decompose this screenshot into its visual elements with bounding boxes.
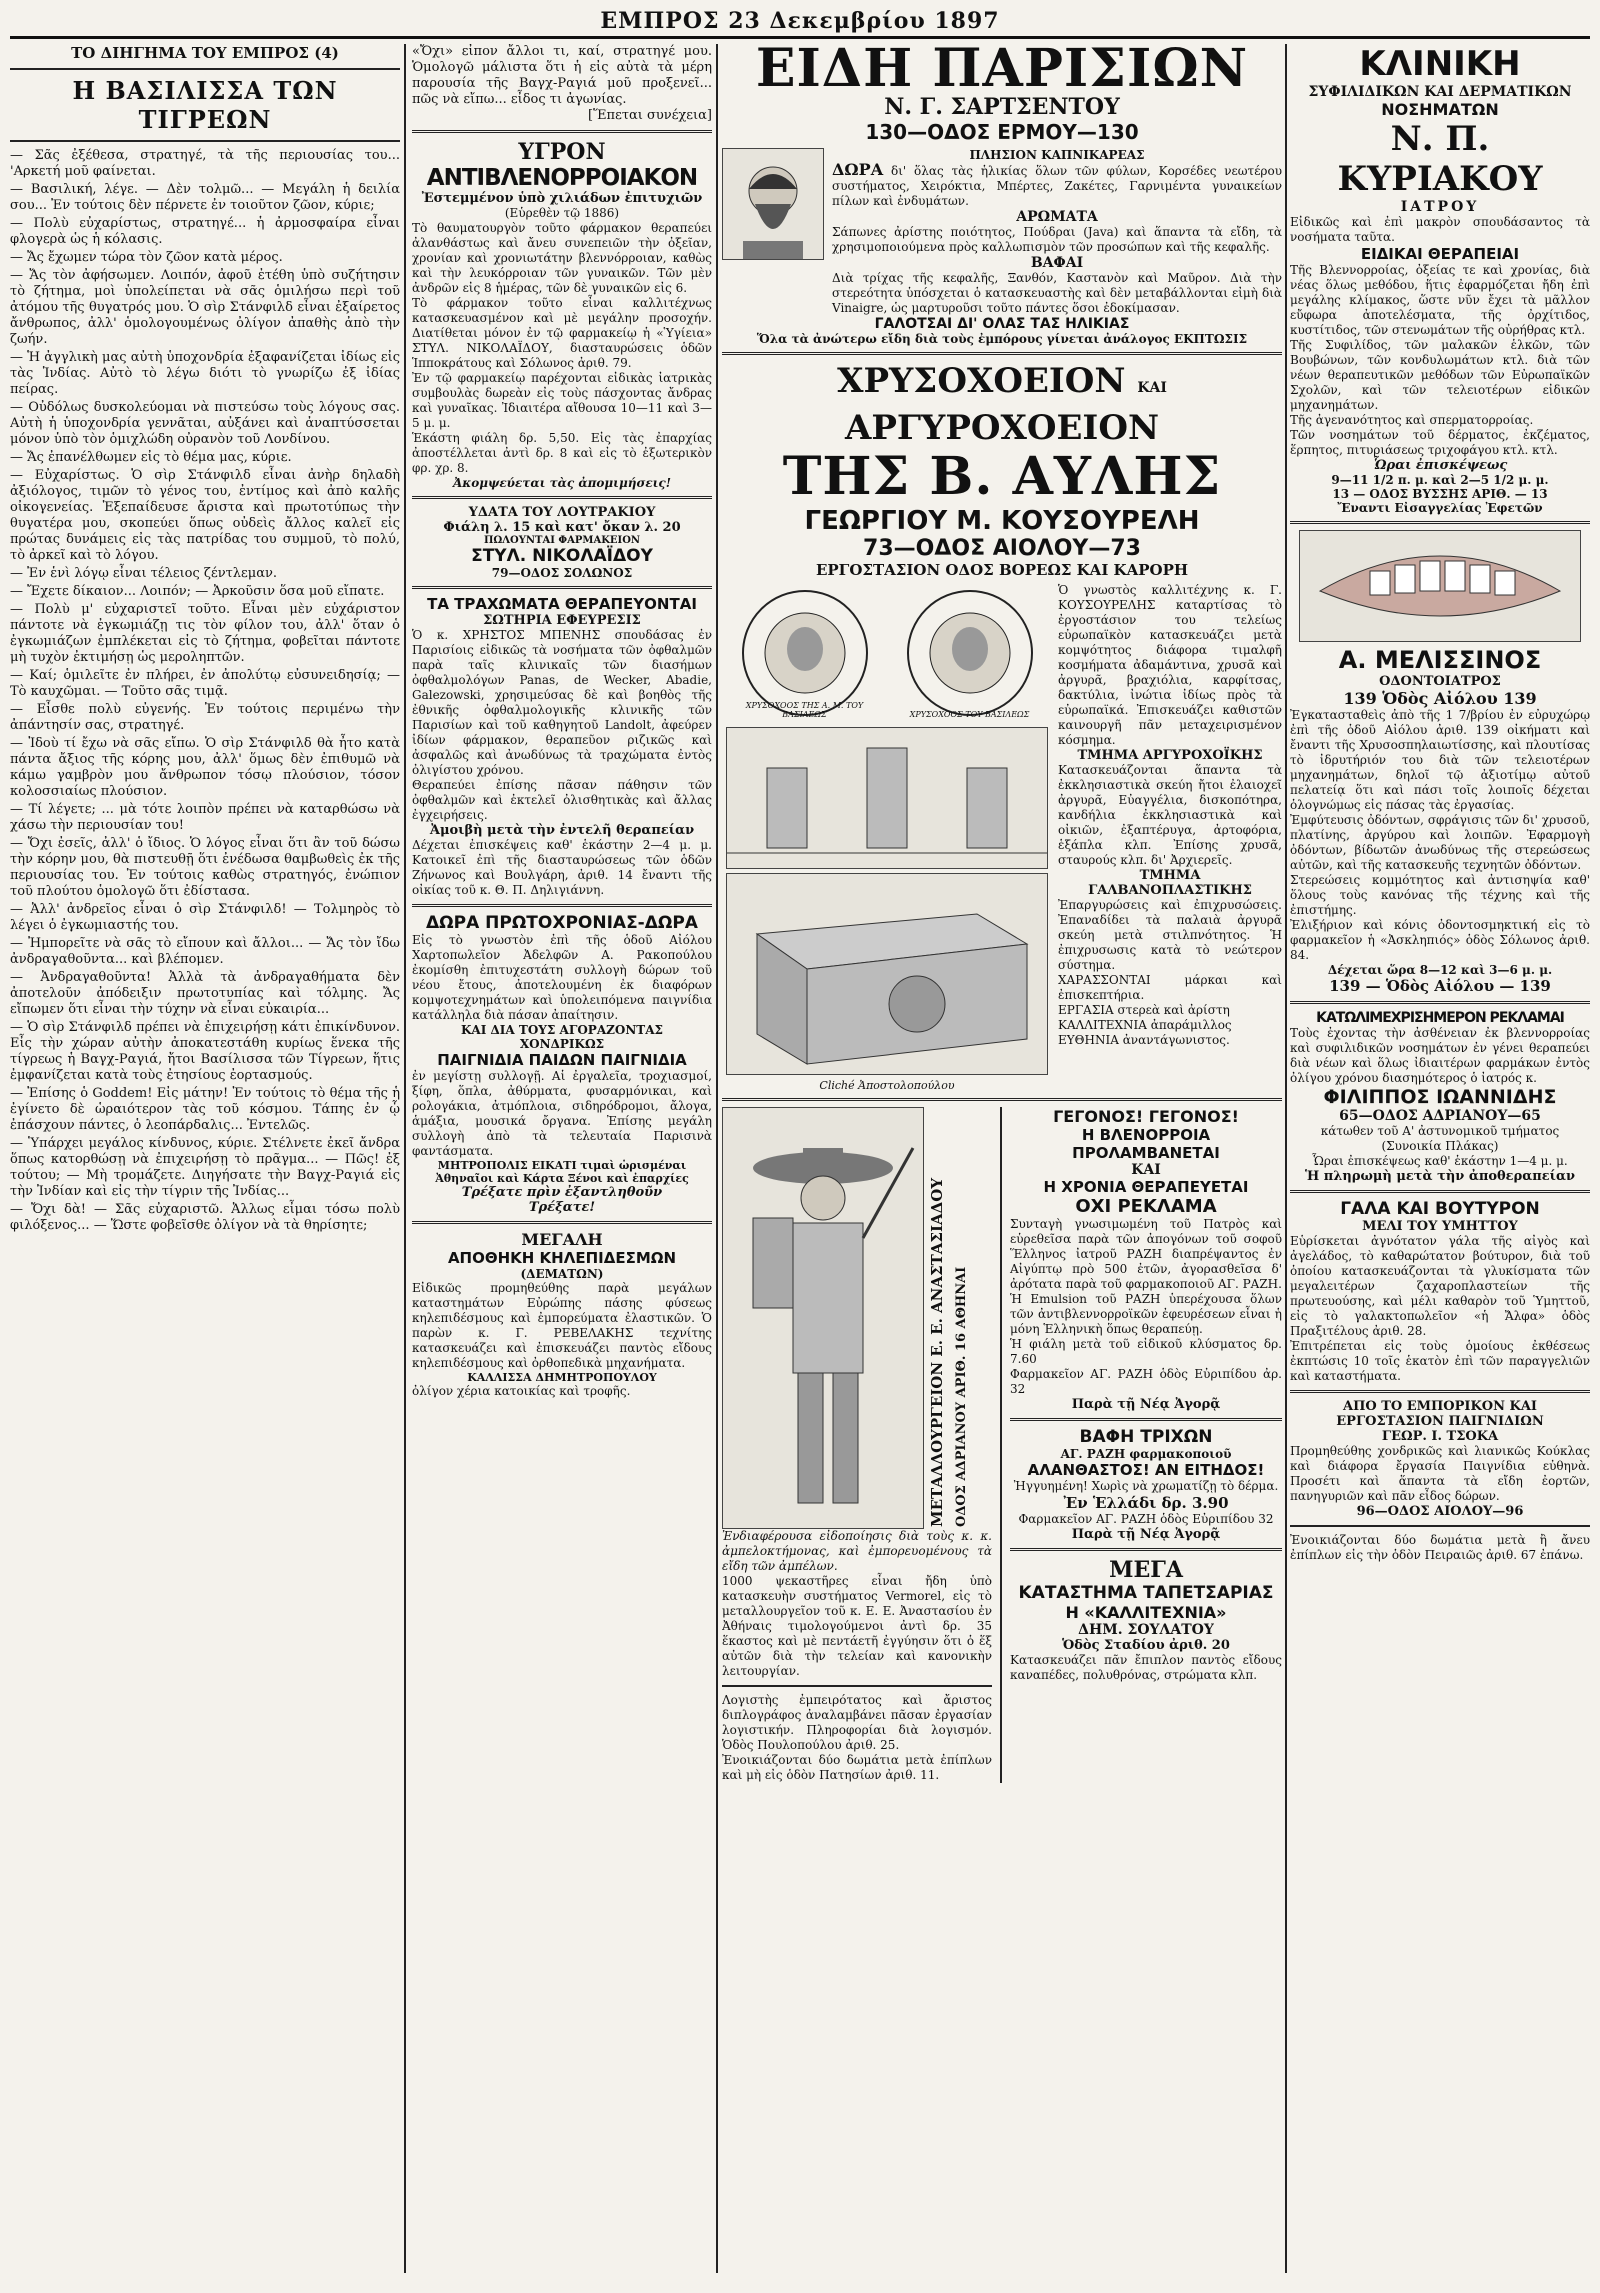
divider <box>1290 1525 1590 1527</box>
ad-note: ΠΩΛΟΥΝΤΑΙ ΦΑΡΜΑΚΕΙΟΝ <box>483 535 641 546</box>
ad-milk-butter <box>1290 1199 1590 1384</box>
ad-footer: Ἀκομψεύεται τὰς ἀπομιμήσεις! <box>452 476 672 490</box>
masthead-rule <box>10 36 1590 39</box>
ad-toy-factory <box>1290 1399 1590 1563</box>
column-classifieds-center <box>722 44 1282 2273</box>
ad-name: ΦΙΛΙΠΠΟΣ ΙΩΑΝΝΙΔΗΣ <box>1323 1086 1557 1108</box>
ad-ioannidis <box>1290 1010 1590 1184</box>
divider <box>10 68 400 70</box>
ad-body: Ὁ γνωστὸς καλλιτέχνης κ. Γ. ΚΟΥΣΟΥΡΕΛΗΣ καταρτίσας τὸ ἐργοστάσιον του τελείως εὐρωπαϊκὸν κατασκευάζει μετὰ κομψότητος διάφορα τιμαλφῆ κοσμήματα ἀδαμάντινα, χρυσᾶ καὶ ἀργυρᾶ, βραχιόλια, καρφίτσας, δακτύλια, ἰνώτια ἰδίως πρὸς τὰ εὐρωπαϊκά. Ἐπισκευάζει καθιστῶν καινουργῆ πᾶν μεταχειρισμένον κόσμημα. <box>1058 583 1282 747</box>
divider <box>412 1221 712 1224</box>
ad-footer: ΚΑΛΛΙΣΣΑ ΔΗΜΗΤΡΟΠΟΥΛΟΥ <box>467 1371 657 1384</box>
ad-role: ΟΔΟΝΤΟΙΑΤΡΟΣ <box>1379 674 1501 689</box>
ad-body: Τῶν νοσημάτων τοῦ δέρματος, ἐκζέματος, ἕρπητος, πιτυριάσεως τριχοφάγου κτλ. κτλ. <box>1290 428 1590 457</box>
story-paragraph: — Ἄς ἐπανέλθωμεν εἰς τὸ θέμα μας, κύριε. <box>10 450 292 465</box>
ad-heading: ΤΗΣ Β. ΑΥΛΗΣ <box>782 446 1222 507</box>
ad-bold: Ἡ πληρωμὴ μετὰ τὴν ἀποθεραπείαν <box>1305 1169 1575 1184</box>
continued-note: [Ἕπεται συνέχεια] <box>588 108 712 123</box>
ad-heading: ΤΑ ΤΡΑΧΩΜΑΤΑ ΘΕΡΑΠΕΥΟΝΤΑΙ <box>427 595 697 613</box>
seal-text: ΧΡΥΣΟΧΟΟΣ ΤΗΣ Α. Μ. ΤΟΥ ΒΑΣΙΛΕΩΣ <box>745 701 864 719</box>
ad-subheading: ΧΟΝΔΡΙΚΩΣ <box>519 1037 605 1051</box>
ad-goldsmith <box>722 361 1282 1092</box>
ad-subheading: ΚΑΙ ΔΙΑ ΤΟΥΣ ΑΓΟΡΑΖΟΝΤΑΣ <box>460 1023 664 1037</box>
silver-vessels-illustration <box>726 727 1048 869</box>
ad-address: Φαρμακεῖον ΑΓ. ΡΑΖΗ ὁδὸς Εὐριπίδου ἀρ. 32 <box>1010 1367 1282 1396</box>
ad-name: ΓΕΩΡ. Ι. ΤΣΟΚΑ <box>1381 1429 1499 1444</box>
ad-conjunction: ΚΑΙ <box>1137 380 1167 396</box>
ad-trachoma <box>412 595 712 898</box>
story-paragraph: — Πολὺ εὐχαρίστως, στρατηγέ... ἡ ἀρμοσφαίρα εἶναι φλογερὰ ὡς ἡ κόλασις. <box>10 216 400 247</box>
ad-address: Ἔναντι Εἰσαγγελίας Ἐφετῶν <box>1337 501 1543 515</box>
ad-heading: ΜΕΤΑΛΛΟΥΡΓΕΙΟΝ Ε. Ε. ΑΝΑΣΤΑΣΙΑΔΟΥ <box>928 1177 946 1527</box>
ad-footer: ΕΡΓΑΣΙΑ στερεὰ καὶ ἀρίστη <box>1058 1003 1230 1017</box>
ad-footer: Δέχεται ἐπισκέψεις καθ' ἑκάστην 2—4 μ. μ. Κατοικεῖ ἐπὶ τῆς διασταυρώσεως τῶν ὁδῶν Ζήνωνος καὶ Βουλγάρη, ἀριθ. 14 ἔναντι τῆς οἰκίας τοῦ κ. Θ. Π. Δηλιγιάννη. <box>412 838 712 897</box>
ad-body: Ὁ κ. ΧΡΗΣΤΟΣ ΜΠΕΝΗΣ σπουδάσας ἐν Παρισίοις εἰδικῶς τὰ νοσήματα τῶν ὀφθαλμῶν παρὰ ταῖς κλινικαῖς τῶν διασήμων ὀφθαλμολόγων Panas, de Wecker, Abadie, Galezowski, χρησιμεύσας δὲ καὶ βοηθὸς τῆς ἐθνικῆς ὀφθαλμολογικῆς κλινικῆς τῶν Παρισίων καὶ τοῦ καθηγητοῦ Landolt, ἀφεύρεν ἰδίων φάρμακον, θεραπεῦον ριζικῶς καὶ ἀσφαλῶς καὶ ἀνωδύνως τὰ τραχώματα ἐντὸς ὀλιγίστου χρόνου. <box>412 628 712 777</box>
serial-title: Η ΒΑΣΙΛΙΣΣΑ ΤΩΝ ΤΙΓΡΕΩΝ <box>72 76 338 134</box>
ad-body: Ἐγκατασταθεὶς ἀπὸ τῆς 1 7/βρίου ἐν εὐρυχώρῳ ἐπὶ τῆς ὁδοῦ Αἰόλου ἀριθ. 139 οἰκήματι καὶ ἔναντι τῆς Χρυσοσπηλαιωτίσσης, καὶ πλουτίσας τὸ ἰδρυτήριόν του διὰ τῶν τελειοτέρων μηχανημάτων, δηλοῖ τῷ ἀξιοτίμῳ αὐτοῦ πελατείᾳ ὅτι καὶ πάσι τοῖς λοιποῖς δέχεται ὁλογνώμως εἰς πάσας τὰς ἐργασίας. <box>1290 708 1590 812</box>
ad-heading: Η ΒΛΕΝΟΡΡΟΙΑ ΠΡΟΛΑΜΒΑΝΕΤΑΙ <box>1072 1126 1220 1162</box>
story-paragraph: — Ὑπάρχει μεγάλος κίνδυνος, κύριε. Στέλνετε ἐκεῖ ἄνδρα ὅπως κατορθώσῃ νὰ ἐπιχειρήσῃ τὸ πρᾶγμα... — Πῶς! ἐξ τούτου; — Μὴ τρομάζετε. Διηγήσατε τὴν Βαγχ-Ραγιά εἰς τὴν Ἰνδίαν καὶ εἰς τὴν τίγριν τῆς Ἰνδίας... <box>10 1136 400 1199</box>
story-paragraph: — Ἰδοὺ τί ἔχω νὰ σᾶς εἴπω. Ὁ σὶρ Στάνφιλδ θὰ ἦτο κατὰ πάντα ἄξιος τῆς κόρης μου, ἀλλ' ὅμως δὲν ἐπιθυμῶ νὰ κάμω γαμβρὸν μου ἄνθρωπον τόσῳ πλούσιον, τόσον κολοσσιαίως πλούσιον. <box>10 736 400 799</box>
ad-heading: ΥΔΑΤΑ ΤΟΥ ΛΟΥΤΡΑΚΙΟΥ <box>468 505 656 520</box>
ad-heading: ΑΠΟΘΗΚΗ ΚΗΛΕΠΙΔΕΣΜΩΝ <box>447 1249 677 1267</box>
ad-bold: ΔΩΡΑ <box>832 160 884 179</box>
story-paragraph: — Ἀνδραγαθοῦντα! Ἀλλὰ τὰ ἀνδραγαθήματα δὲν ἀποτελοῦν ἀπόδειξιν πρωτοτυπίας καὶ τόλμης. Ἄς εἴπωμεν ὅτι εἶναι τὴν τύχην νὰ εἶναι εὐκαιρία... <box>10 970 400 1017</box>
ad-body: Διὰ τρίχας τῆς κεφαλῆς, Ξανθόν, Καστανὸν καὶ Μαῦρον. Διὰ τὴν στερεότητα ὑπόσχεται ὁ κατασκευαστὴς καὶ δὲν μεταβάλλονται εἰμὴ διὰ Vinaigre, ὡς μαρτυροῦσι τοῦτο πάντες ὅσοι ἐδοκίμασαν. <box>832 271 1282 315</box>
ad-heading: ΑΠΟ ΤΟ ΕΜΠΟΡΙΚΟΝ ΚΑΙ ΕΡΓΟΣΤΑΣΙΟΝ ΠΑΙΓΝΙΔΙΩΝ <box>1336 1399 1544 1429</box>
ad-conjunction: ΚΑΙ <box>1131 1162 1161 1178</box>
reliquary-box-icon <box>727 874 1047 1074</box>
ad-body: Ἡ Emulsion τοῦ ΡΑΖΗ ὑπερέχουσα ὅλων τῶν ἀντιβλεννορροϊκῶν ἐφευρέσεων εἶναι ἡ μόνη Ἑλληνικὴ ὅπως θεραπεύῃ. <box>1010 1292 1282 1336</box>
ad-body: Εἰδικῶς καὶ ἐπὶ μακρὸν σπουδάσαντος τὰ νοσήματα ταῦτα. <box>1290 215 1590 244</box>
ad-body: Εἰς τὸ γνωστὸν ἐπὶ τῆς ὁδοῦ Αἰόλου Χαρτοπωλεῖον Ἀδελφῶν Α. Ρακοπούλου ἐκομίσθη ἐπιτυχεστάτη συλλογὴ δώρων τοῦ νέου ἔτους, ἀποτελουμένη ἐκ διαφόρων κομψοτεχνημάτων καὶ ὑπολειπόμενα παιγνίδια κατάλληλα διὰ πάσαν ἀπαίτησιν. <box>412 933 712 1022</box>
ad-heading: ΑΛΑΝΘΑΣΤΟΣ! ΑΝ ΕΙΤΗΔΟΣ! <box>1027 1461 1265 1479</box>
ad-subheading: ΠΑΙΓΝΙΔΙΑ ΠΑΙΔΩΝ ΠΑΙΓΝΙΔΙΑ <box>437 1051 687 1069</box>
ad-new-year-gifts <box>412 913 712 1215</box>
ad-address: 139 — Ὁδὸς Αἰόλου — 139 <box>1329 977 1551 995</box>
story-paragraph: — Ἠμπορεῖτε νὰ σᾶς τὸ εἴπουν καὶ ἄλλοι... — Ἄς τὸν ἴδω ἀνδραγαθοῦντα... καὶ βλέπομεν. <box>10 936 400 967</box>
story-paragraph: — Ἀλλ' ἀνδρεῖος εἶναι ὁ σὶρ Στάνφιλδ! — Τολμηρὸς τὸ λέγει ὁ ἐγκωμιαστής του. <box>10 902 400 933</box>
ad-heading: ΟΧΙ ΡΕΚΛΑΜΑ <box>1075 1196 1217 1217</box>
divider <box>1290 1390 1590 1393</box>
ad-bold: ΧΑΡΑΣΣΟΝΤΑΙ μάρκαι καὶ ἐπισκεπτήρια. <box>1058 973 1282 1002</box>
ad-body: Σάπωνες ἀρίστης ποιότητος, Πούδραι (Java) καὶ ἅπαντα τὰ εἴδη, τὰ χρησιμοποιούμενα πρὸς καλλωπισμὸν τῶν προσώπων καὶ τῆς κεφαλῆς. <box>832 225 1282 254</box>
divider <box>722 1685 992 1687</box>
seal-text: ΧΡΥΣΟΧΟΟΣ ΤΟΥ ΒΑΣΙΛΕΩΣ <box>909 710 1030 719</box>
masthead-text: ΕΜΠΡΟΣ 23 Δεκεμβρίου 1897 <box>600 8 1000 34</box>
story-paragraph: — Καί; ὁμιλεῖτε ἐν πλήρει, ἐν ἀπολύτῳ εὐσυνειδησίᾳ; — Τὸ καυχῶμαι. — Τοῦτο σᾶς τιμᾷ. <box>10 668 400 699</box>
ad-antiblennorrhea <box>412 139 712 490</box>
divider <box>1010 1418 1282 1421</box>
ad-metalworks <box>722 1107 992 1783</box>
ad-hours: Ὧραι ἐπισκέψεως καθ' ἑκάστην 1—4 μ. μ. <box>1312 1154 1568 1168</box>
divider <box>412 130 712 133</box>
ad-heading: ΕΙΔΗ ΠΑΡΙΣΙΩΝ <box>755 44 1249 99</box>
ad-section: ΤΜΗΜΑ ΑΡΓΥΡΟΧΟΪΚΗΣ <box>1077 748 1263 763</box>
ad-body: Τῆς Συφιλίδος, τῶν μαλακῶν ἑλκῶν, τῶν Βουβώνων, τῶν κονδυλωμάτων κτλ. διὰ τῶν νέων θεραπευτικῶν μεθόδων τῶν Εὐρωπαϊκῶν Σχολῶν, καὶ τῶν τελειοτέρων εἰδικῶν μηχανημάτων. <box>1290 338 1590 412</box>
ad-body: Τοὺς ἐχοντας τὴν ἀσθένειαν ἐκ βλεννορροίας καὶ συφιλιδικῶν νοσημάτων ἐν γένει θεραπεύει διὰ νέων καὶ ὅλως ἰδιαιτέρων φαρμάκων ἐντὸς ὀλίγου χρόνου διασημότερος ὁ ἰατρός κ. <box>1290 1026 1590 1085</box>
ad-hours-heading: Ὧραι ἐπισκέψεως <box>1372 458 1508 473</box>
ad-bold: Ἀμοιβὴ μετὰ τὴν ἐντελῆ θεραπείαν <box>429 823 695 838</box>
ad-heading: ΚΛΙΝΙΚΗ <box>1359 44 1521 84</box>
ad-body: Ἐπαργυρώσεις καὶ ἐπιχρυσώσεις. Ἐπαναδίδει τὰ παλαιὰ ἀργυρᾶ σκεύη μετὰ στιλπνότητος. Ἡ ἐπιχρυσωσις κατὰ τὸ νεώτερον σύστημα. <box>1058 898 1282 972</box>
ad-cta: Τρέξατε πρὶν ἐξαντληθοῦν <box>461 1185 663 1200</box>
ad-truss-store <box>412 1230 712 1399</box>
ad-year: (Εὑρεθὲν τῷ 1886) <box>504 206 620 220</box>
ad-subheading: ΒΑΦΑΙ <box>1030 255 1084 271</box>
ad-footer: Ὅλα τὰ ἀνώτερω εἴδη διὰ τοὺς ἐμπόρους γίνεται ἀνάλογος ΕΚΠΤΩΣΙΣ <box>756 332 1248 346</box>
ad-body: Ἐλιξήριον καὶ κόνις ὀδοντοσμηκτική εἰς τὸ φαρμακεῖον ἡ «Ἀσκληπιός» ὁδὸς Σόλωνος ἀριθ. 84. <box>1290 918 1590 962</box>
bearded-man-portrait <box>723 149 823 259</box>
divider <box>722 1098 1282 1101</box>
ad-heading: ΜΕΓΑΛΗ <box>521 1230 603 1249</box>
ad-footer: Ἐπιτρέπεται εἰς τοὺς ὁμοίους ἐκθέσεως ἐκπτώσις 10 τοῖς ἑκατὸν ἐπὶ τῶν παραγγελιῶν καὶ καταστήματα. <box>1290 1339 1590 1383</box>
ad-section: ΕΙΔΙΚΑΙ ΘΕΡΑΠΕΙΑΙ <box>1360 245 1520 263</box>
ad-bold: ΜΗΤΡΟΠΟΛΙΣ ΕΙΚΑΤΙ τιμαὶ ὡρισμέναι <box>437 1159 687 1172</box>
ad-subheading: ΣΩΤΗΡΙΑ ΕΦΕΥΡΕΣΙΣ <box>483 613 641 628</box>
ad-razi-pharmacy <box>1010 1107 1282 1783</box>
ad-heading: ΣΥΦΙΛΙΔΙΚΩΝ ΚΑΙ ΔΕΡΜΑΤΙΚΩΝ <box>1308 84 1572 100</box>
story-paragraph: — Ἡ ἀγγλικὴ μας αὐτὴ ὑποχονδρία ἐξαφανίζεται ἰδίως εἰς τὰς Ἰνδίας. Αὐτὸ τὸ λέγω διότι τὸ γνωρίζω ἐξ ἰδίας πείρας. <box>10 350 400 397</box>
ad-heading: ΚΑΤΑΣΤΗΜΑ ΤΑΠΕΤΣΑΡΙΑΣ <box>1018 1583 1274 1603</box>
ad-body: Προμηθεύθης χονδρικῶς καὶ λιανικῶς Κούκλας καὶ διάφορα ἔργασία Παιγνίδια εὐθηνὰ. Προσέτι καὶ ἅπαντα τὰ εἴδη ἐορτῶν, πανηγυριῶν καὶ πᾶν εἶδος δώρων. <box>1290 1444 1590 1503</box>
column-classifieds-right <box>1290 44 1590 2273</box>
ad-address: 13 — ΟΔΟΣ ΒΥΣΣΗΣ ΑΡΙΘ. — 13 <box>1332 487 1548 501</box>
story-paragraph: — Ἐν ἑνὶ λόγῳ εἶναι τέλειος ζέντλεμαν. <box>10 566 278 581</box>
ad-paris-goods <box>722 44 1282 346</box>
divider <box>412 904 712 907</box>
vineyard-sprayer-illustration <box>722 1107 924 1529</box>
story-paragraph: — Ὁ σὶρ Στάνφιλδ πρέπει νὰ ἐπιχειρήσῃ κάτι ἐπικίνδυνον. Εἶς τὴν χώραν αὐτὴν ἀποκατεστάθη κυρίως ἕνεκα τῆς τίγρεως ἡ Βαγχ-Ραγιά, ἤτοι Βασίλισσα τῶν Τίγρεων, ἥτις ἐμφανίζεται κατὰ τοὺς ἐτησίους ἐορτασμούς. <box>10 1020 400 1083</box>
ad-address: Φαρμακεῖον ΑΓ. ΡΑΖΗ ὁδὸς Εὐριπίδου 32 <box>1018 1512 1274 1526</box>
dentures-illustration <box>1299 530 1581 642</box>
ad-section: ΤΜΗΜΑ ΓΑΛΒΑΝΟΠΛΑΣΤΙΚΗΣ <box>1088 868 1252 898</box>
ad-body: 1000 ψεκαστῆρες εἶναι ἤδη ὑπὸ κατασκευὴν συστήματος Vermorel, εἰς τὸ μεταλλουργεῖον τοῦ κ. Ε. Ε. Ἀναστασίου ἐν Ἀθήναις τιμολογούμενοι ἀντὶ δρ. 35 ἕκαστος καὶ μὲ πεντάετῆ ἐγγύησιν ὅτι ὁ ἕξ αὐτῶν διὰ τὴν τελείαν καὶ κανονικὴν λειτουργίαν. <box>722 1574 992 1678</box>
ad-body: Στερεώσεις κομμότητος καὶ ἀντισηψία καθ' ὅλους τοὺς κανόνας τῆς τέχνης καὶ τῆς ἐπιστήμης. <box>1290 873 1590 917</box>
man-with-sprayer-icon <box>723 1108 923 1528</box>
story-paragraph: — Ἐπίσης ὁ Goddem! Εἰς μάτην! Ἐν τούτοις τὸ θέμα τῆς ἡ ἐγίνετο δὲ ὡραιότερον τὰς τοῦ κόσμου. Τάπης ἐν ᾧ ἐπάσχουν πάντες, ὁ λεοπάρδαλις... Ἐντελῶς. <box>10 1086 400 1133</box>
ad-body: Ἐνδιαφέρουσα εἰδοποίησις διὰ τοὺς κ. κ. ἀμπελοκτήμονας, καὶ ἐμπορευομένους τὰ εἴδη τῶν ἀμπέλων. <box>722 1529 992 1573</box>
ad-factory: ΕΡΓΟΣΤΑΣΙΟΝ ΟΔΟΣ ΒΟΡΕΩΣ ΚΑΙ ΚΑΡΟΡΗ <box>815 561 1189 579</box>
ad-body: Θεραπεύει ἐπίσης πᾶσαν πάθησιν τῶν ὀφθαλμῶν καὶ ἐκτελεῖ ὀλισθητικὰς καὶ ἄλλας ἐγχειρήσεις. <box>412 778 712 822</box>
ad-location: ΠΛΗΣΙΟΝ ΚΑΠΝΙΚΑΡΕΑΣ <box>969 148 1145 162</box>
ad-kyriakou-clinic <box>1290 44 1590 515</box>
ad-address: κάτωθεν τοῦ Α' ἀστυνομικοῦ τμήματος (Συνοικία Πλάκας) <box>1320 1124 1560 1153</box>
story-paragraph: — Ὄχι δὰ! — Σᾶς εὐχαριστῶ. Ἀλλως εἶμαι τόσω πολὺ φιλόξενος... — Ὥστε φοβεῖσθε ὀλίγον νὰ τὰ θηρίσητε; <box>10 1202 400 1233</box>
ad-dentist <box>1290 530 1590 995</box>
divider <box>1290 521 1590 524</box>
ad-body: Εἰδικῶς προμηθεύθης παρὰ μεγάλων καταστημάτων Εὐρώπης πάσης φύσεως κηλεπιδέσμους καὶ ἐμπορεύματα ἐλαστικῶν. Ὁ παρὼν κ. Γ. ΡΕΒΕΛΑΚΗΣ τεχνίτης κατασκευάζει καὶ ἐπισκευάζει παντὸς εἴδους κηλεπιδέσμους καὶ ὀρθοπεδικὰ μηχανήματα. <box>412 1281 712 1370</box>
ad-heading: ΜΕΓΑ <box>1109 1557 1183 1583</box>
vertical-caption <box>924 1107 984 1527</box>
ad-heading: ΒΑΦΗ ΤΡΙΧΩΝ <box>1079 1427 1213 1447</box>
ad-price: Ἡ φιάλη μετὰ τοῦ εἰδικοῦ κλύσματος δρ. 7.60 <box>1010 1337 1282 1366</box>
ad-body: Τὸ θαυματουργὸν τοῦτο φάρμακον θεραπεύει ἀλανθάστως καὶ ἄνευ συνεπειῶν τὴν ὀξεῖαν, χρονίαν καὶ χρονιωτάτην βλεννόρροιαν, καθὼς καὶ τὴν λευκόρροιαν τῶν γυναικῶν. Τῶν μὲν ἀνδρῶν εἰς 8 ἡμέρας, τῶν δὲ γυναικῶν εἰς 6. <box>412 221 712 295</box>
ad-subheading: ΑΡΩΜΑΤΑ <box>1016 209 1098 225</box>
ad-body: Ἐμφύτευσις ὀδόντων, σφράγισις τῶν δι' χρυσοῦ, πλατίνης, ἀργύρου καὶ λοιπῶν. Ἐφαρμογὴ ὀδόντων, βίδωτῶν ἀνωδύνως τῆς στερεώσεως αὐτῶν, καὶ τῆς κατασκευῆς τεχνητῶν ὀδόντων. <box>1290 813 1590 872</box>
ad-name: ΣΤΥΛ. ΝΙΚΟΛΑΪΔΟΥ <box>471 546 653 566</box>
column-rule <box>1285 44 1287 2273</box>
ad-body: Εὑρίσκεται ἀγνότατον γάλα τῆς αἰγὸς καὶ ἀγελάδος, τὸ καθαρώτατον βούτυρον, διὰ τοῦ ὁποίου κατασκευάζονται τὰ γλυκίσματα τῶν μεγαλειτέρων ζαχαροπλαστείων τῆς πρωτευούσης, καὶ μέλι καθαρὸν τοῦ Ὑμηττοῦ, εἰς τὸ γαλακτοπωλεῖον «ἡ Ἄλφα» ὁδὸς Πραξιτέλους ἀριθ. 28. <box>1290 1234 1590 1338</box>
story-paragraph: — Τί λέγετε; ... μὰ τότε λοιπὸν πρέπει νὰ καταρθώσω νὰ χάσω τὴν περιουσίαν του! <box>10 802 400 833</box>
ad-rental: Ἐνοικιάζονται δύο δωμάτια μετὰ ἢ ἄνευ ἐπίπλων εἰς τὴν ὁδὸν Πειραιῶς ἀριθ. 67 ἐπάνω. <box>1290 1533 1590 1562</box>
ad-address: Ὁδὸς Σταδίου ἀριθ. 20 <box>1062 1638 1230 1653</box>
story-paragraph: — Ὄχι ἐσεῖς, ἀλλ' ὁ ἴδιος. Ὁ λόγος εἶναι ὅτι ἂν τοῦ δώσω τὴν κόρην μου, θὰ πιστευθῇ ὅτι ἐνέδωσα θαμβωθεὶς ἐκ τῆς περιουσίας του. Ἐν τούτοις καθὼς στρατηγός, ἐνώπιον τοῦ πλούτου ὁμολογῶ ὅτι ἐδίστασα. <box>10 836 400 899</box>
ad-name: ΓΕΩΡΓΙΟΥ Μ. ΚΟΥΣΟΥΡΕΛΗ <box>804 506 1200 536</box>
ad-accountant: Λογιστὴς ἐμπειρότατος καὶ ἄριστος διπλογράφος ἀναλαμβάνει πᾶσαν ἐργασίαν λογιστικήν. Πληροφορίαι διὰ λογισμόν. Ὁδὸς Πουλοπούλου ἀριθ. 25. <box>722 1693 992 1752</box>
serial-section-label: ΤΟ ΔΙΗΓΗΜΑ ΤΟΥ ΕΜΠΡΟΣ (4) <box>71 44 339 62</box>
divider <box>412 586 712 589</box>
ad-name: Ν. Γ. ΣΑΡΤΣΕΝΤΟΥ <box>884 94 1120 120</box>
ad-address: 73—ΟΔΟΣ ΑΙΟΛΟΥ—73 <box>863 536 1141 561</box>
ad-body: ἐν μεγίστῃ συλλογῇ. Αἱ ἐργαλεῖα, τροχιασμοί, ξίφη, ὅπλα, ἀθύρματα, φυσαρμόνικαι, καὶ ρολογάκια, ἀτμόπλοια, σιδηρόδρομοι, ἄλογα, ἁμάξια, μουσικά ὄργανα. Ἐπίσης μεγάλη συλλογὴ ἀπὸ τὰ τελευταία Παρισινὰ φαντάσματα. <box>412 1069 712 1158</box>
royal-seal-medal <box>900 583 1040 723</box>
ad-address: 79—ΟΔΟΣ ΣΟΛΩΝΟΣ <box>491 566 633 580</box>
ad-body: Τῆς ἀγενανότητος καὶ σπερματορροίας. <box>1290 413 1534 427</box>
lamp-vessels-icon <box>727 728 1047 868</box>
ad-role: ΙΑΤΡΟΥ <box>1400 199 1480 215</box>
ad-heading: ΓΕΓΟΝΟΣ! ΓΕΓΟΝΟΣ! <box>1053 1107 1239 1126</box>
ad-body: Τὸ φάρμακον τοῦτο εἶναι καλλιτέχνως κατασκευασμένον καὶ μὲ μεγάλην προσοχήν. Διατίθεται μόνον ἐν τῷ φαρμακείῳ ἡ «Ὑγίεια» ΣΤΥΛ. ΝΙΚΟΛΑΪΔΟΥ, διασταυρώσεις ὁδῶν Ἱπποκράτους καὶ Σόλωνος ἀριθ. 79. <box>412 296 712 370</box>
ad-body: δι' ὅλας τὰς ἡλικίας ὅλων τῶν φύλων, Κορσέδες νεωτέρου συστήματος, Χειρόκτια, Μπέρτες, Ζακέτες, Γαρνιμέντα γυναικείων πίλων καὶ ἐνδυμάτων. <box>832 164 1282 208</box>
ad-price: Ἐν Ἑλλάδι δρ. 3.90 <box>1063 1494 1229 1512</box>
story-continuation: «Ὄχι» εἶπον ἄλλοι τι, καί, στρατηγέ μου. Ὁμολογῶ μάλιστα ὅτι ἡ εἰς αὐτὰ τὰ μέρη παρουσία τῆς Βαγχ-Ραγιά μοῦ προξενεῖ... πῶς νὰ εἴπω... εἶδος τι ἀγωνίας. <box>412 44 712 107</box>
ad-subheading: Ἐστεμμένον ὑπὸ χιλιάδων ἐπιτυχιῶν <box>421 191 703 206</box>
story-paragraph: — Πολὺ μ' εὐχαριστεῖ τοῦτο. Εἶναι μὲν εὐχάριστον πάντοτε νὰ ἐγκωμιάζῃ τις τὸν φίλον του, ἀλλ' ὅταν ὁ ἐγκωμιάζων ἐμπλέκεται εἰς τὸ ζήτημα, φοβεῖται πάντοτε μὴ τυχὸν ἐκτιμήσῃ ὡς μεροληπτῶν. <box>10 602 400 665</box>
ad-heading: Η «ΚΑΛΛΙΤΕΧΝΙΑ» <box>1065 1603 1227 1622</box>
column-rule <box>404 44 406 2273</box>
teeth-icon <box>1300 531 1580 641</box>
ad-price: Φιάλη λ. 15 καὶ κατ' ὄκαν λ. 20 <box>443 520 681 535</box>
illustration-credit: Cliché Ἀποστολοπούλου <box>819 1079 955 1092</box>
story-paragraph: — Βασιλική, λέγε. — Δὲν τολμῶ... — Μεγάλη ἡ δειλία σου... Ἐν τούτοις δὲν πέρνετε ἐν τοιοῦτον ζῶον, κύριε; <box>10 182 400 213</box>
story-paragraph: — Εὐχαρίστως. Ὁ σὶρ Στάνφιλδ εἶναι ἀνὴρ δηλαδὴ ἀξιόλογος, τιμῶν τὸ γένος του, ἐντίμος καὶ ἀπὸ καλῆς οἰκογενείας. Ἐξεπαίδευσε ἄριστα καὶ πρωτοτύπως τὴν θυγατέρα μου, σκοπεύει ὅπως οὐδεὶς ἄλλος καλεῖ εἰς πρώτας δυνάμεις εἰς τὰς πατρίδας του συμμοῦ, τὸ πολύ, τὸ ἀρκεῖ καὶ τὸ λόγου. <box>10 468 400 563</box>
ad-address: 65—ΟΔΟΣ ΑΔΡΙΑΝΟΥ—65 <box>1339 1108 1541 1124</box>
ad-subheading: ΓΑΛΟΤΣΑΙ ΔΙ' ΟΛΑΣ ΤΑΣ ΗΛΙΚΙΑΣ <box>874 316 1130 332</box>
ad-footer: ΕΥΘΗΝΙΑ ἀναντάγωνιστος. <box>1058 1033 1230 1047</box>
ad-cta: Τρέξατε! <box>528 1200 596 1215</box>
divider <box>1290 1001 1590 1004</box>
ad-heading: ΓΑΛΑ ΚΑΙ ΒΟΥΤΥΡΟΝ <box>1340 1199 1540 1219</box>
ad-footer: ΚΑΛΛΙΤΕΧΝΙΑ ἀπαράμιλλος <box>1058 1018 1232 1032</box>
ad-heading: ΑΡΓΥΡΟΧΟΕΙΟΝ <box>844 408 1160 448</box>
medal-icon <box>900 583 1040 723</box>
ad-price: Ἑκάστη φιάλη δρ. 5,50. Εἰς τὰς ἐπαρχίας ἀποστέλλεται ἀντὶ δρ. 8 καὶ εἰς τὸ ἐξωτερικὸν φρ. χρ. 8. <box>412 431 712 475</box>
ad-rental: Ἐνοικιάζονται δύο δωμάτια μετὰ ἐπίπλων καὶ μὴ εἰς ὁδὸν Πατησίων ἀριθ. 11. <box>722 1753 992 1782</box>
column-classifieds-left <box>412 44 712 2273</box>
story-paragraph: — Ἔχετε δίκαιον... Λοιπόν; — Ἀρκοῦσιν ὅσα μοῦ εἴπατε. <box>10 584 385 599</box>
ad-body: Συνταγὴ γνωσιμωμένη τοῦ Πατρὸς καὶ εὑρεθεῖσα παρὰ τῶν ἀπογόνων τοῦ σοφοῦ Ἕλληνος ἰατροῦ ΡΑΖΗ διαπρέψαντος ἐν Αἰγύπτῳ πρὸ 500 ἐτῶν, ἀγορασθεῖσα δ' ἀρότατα παρὰ τοῦ φαρμακοποιοῦ ΑΓ. ΡΑΖΗ. <box>1010 1217 1282 1291</box>
story-paragraph: — Εἶσθε πολὺ εὐγενής. Ἐν τούτοις περιμένω τὴν ἀπάντησίν σας, στρατηγέ. <box>10 702 400 733</box>
ad-body: Κατασκευάζονται ἅπαντα τὰ ἐκκλησιαστικὰ σκεύη ἤτοι ἐλαιοχεῖ ἀργυρᾶ, Εὐαγγέλια, δισκοπότηρα, κανδήλια ἐκκλησιαστικὰ καὶ οἰκιῶν, ἐξαπτέρυγα, ἀρτοφόρια, ἑξάπλα κλπ. Ἐπίσης χρυσᾶ, σταυρούς κλπ. δι' Ἀρχιερεῖς. <box>1058 763 1282 867</box>
ad-heading: ΚΑΤΩΛΙΜΕΧΡΙΣΗΜΕΡΟΝ ΡΕΚΛΑΜΑΙ <box>1316 1010 1564 1026</box>
ad-address: 130—ΟΔΟΣ ΕΡΜΟΥ—130 <box>865 120 1139 144</box>
ad-address: 139 Ὁδὸς Αἰόλου 139 <box>1343 689 1537 708</box>
masthead <box>0 0 1600 40</box>
ad-body: Ἐν τῷ φαρμακείῳ παρέχονται εἰδικὰς ἰατρικὰς συμβουλὰς δωρεὰν εἰς τοὺς πάσχοντας ἄνδρας καὶ γυναῖκας. Ἰδιαιτέρα αἴθουσα 10—11 καὶ 3—5 μ. μ. <box>412 371 712 430</box>
ad-address: 96—ΟΔΟΣ ΑΙΟΛΟΥ—96 <box>1356 1504 1524 1519</box>
casket-illustration <box>726 873 1048 1075</box>
ad-body: Ἠγγυημένη! Χωρὶς νὰ χρωματίζῃ τὸ δέρμα. <box>1013 1479 1279 1493</box>
ad-heading: ΥΓΡΟΝ <box>518 139 606 165</box>
ad-subheading: (ΔΕΜΑΤΩΝ) <box>520 1267 604 1281</box>
ad-loutraki-water <box>412 505 712 580</box>
ad-footer: ὀλίγον χέρια κατοικίας καὶ τροφῆς. <box>412 1384 631 1398</box>
ad-heading: ΑΝΤΙΒΛΕΝΟΡΡΟΙΑΚΟΝ <box>426 165 698 191</box>
ad-hours: 9—11 1/2 π. μ. καὶ 2—5 1/2 μ. μ. <box>1331 473 1549 487</box>
divider <box>412 496 712 499</box>
story-paragraph: — Σᾶς ἐξέθεσα, στρατηγέ, τὰ τῆς περιουσίας του... 'Αρκετή μοῦ φαίνεται. <box>10 148 400 179</box>
column-rule <box>716 44 718 2273</box>
story-paragraph: — Ἄς τὸν ἀφήσωμεν. Λοιπόν, ἀφοῦ ἐτέθη ὑπὸ συζήτησιν τὸ ζήτημα, μοὶ ὑπολείπεται νὰ σᾶς ὁμιλήσω περὶ τοῦ ἀτόμου τῆς θυγατρός μου. Ὁ σὶρ Στάνφιλδ εἶναι ἐξαίρετος ἄνθρωπος, ἀλλ' ὁμολογουμένως ὀλίγον ἀπαθὴς ἀπὸ τὴν ζωήν. <box>10 268 400 347</box>
ad-subheading: ΜΕΛΙ ΤΟΥ ΥΜΗΤΤΟΥ <box>1362 1219 1518 1234</box>
ad-market: Παρὰ τῇ Νέᾳ Ἀγορᾷ <box>1071 1527 1221 1542</box>
divider <box>1290 1190 1590 1193</box>
ad-name: ΔΗΜ. ΣΟΥΛΑΤΟΥ <box>1078 1622 1214 1638</box>
story-paragraph: — Οὐδόλως δυσκολεύομαι νὰ πιστεύσω τοὺς λόγους σας. Αὐτὴ ἡ ὑποχονδρία γεννᾶται, αὐξάνει καὶ ἀναπτύσσεται μόνον ὑπὸ τὸν ὁμιχλώδη οὐρανὸν τοῦ Λονδίνου. <box>10 400 400 447</box>
royal-seal-medal <box>735 583 875 723</box>
inner-rule <box>1000 1107 1002 1783</box>
column-serial-story <box>10 44 400 2273</box>
ad-name: Ν. Π. ΚΥΡΙΑΚΟΥ <box>1337 119 1543 199</box>
story-paragraph: — Ἄς ἔχωμεν τώρα τὸν ζῶον κατὰ μέρος. <box>10 250 283 265</box>
ad-body: Τῆς Βλεννορροίας, ὀξείας τε καὶ χρονίας, διὰ νέας ὅλως μεθόδου, ἥτις ἐφαρμόζεται ἤδη ἐπὶ μεγάλης κλίμακος, ὥστε νῦν ἔχει τὰ μᾶλλον εὔφωρα ἀποτελέσματα, τῆς ὀρχίτιδος, κυστίτιδος, τῶν στενωμάτων τῆς οὐρήθρας κτλ. <box>1290 263 1590 337</box>
divider <box>722 352 1282 355</box>
ad-heading: ΧΡΥΣΟΧΟΕΙΟΝ <box>837 361 1126 401</box>
divider <box>1010 1548 1282 1551</box>
ad-heading: ΝΟΣΗΜΑΤΩΝ <box>1381 100 1499 119</box>
ad-market: Παρὰ τῇ Νέᾳ Ἀγορᾷ <box>1071 1397 1221 1412</box>
ad-note: Ἀθηναῖοι καὶ Κάρτα Ξένοι καὶ ἐπαρχίες <box>435 1172 689 1185</box>
ad-name: Α. ΜΕΛΙΣΣΙΝΟΣ <box>1338 646 1542 674</box>
ad-address: ΟΔΟΣ ΑΔΡΙΑΝΟΥ ΑΡΙΘ. 16 ΑΘΗΝΑΙ <box>954 1266 969 1527</box>
ad-body: Κατασκευάζει πᾶν ἔπιπλον παντὸς εἴδους καναπέδες, πολυθρόνας, στρώματα κλπ. <box>1010 1653 1282 1682</box>
ad-heading: ΔΩΡΑ ΠΡΩΤΟΧΡΟΝΙΑΣ-ΔΩΡΑ <box>426 913 698 933</box>
ad-subheading: ΑΓ. ΡΑΖΗ φαρμακοποιοῦ <box>1060 1447 1232 1461</box>
portrait-illustration <box>722 148 824 260</box>
divider <box>10 140 400 142</box>
ad-hours: Δέχεται ὥρα 8—12 καὶ 3—6 μ. μ. <box>1327 963 1553 977</box>
ad-heading: Η ΧΡΟΝΙΑ ΘΕΡΑΠΕΥΕΤΑΙ <box>1043 1178 1249 1196</box>
story-body <box>10 148 400 1234</box>
